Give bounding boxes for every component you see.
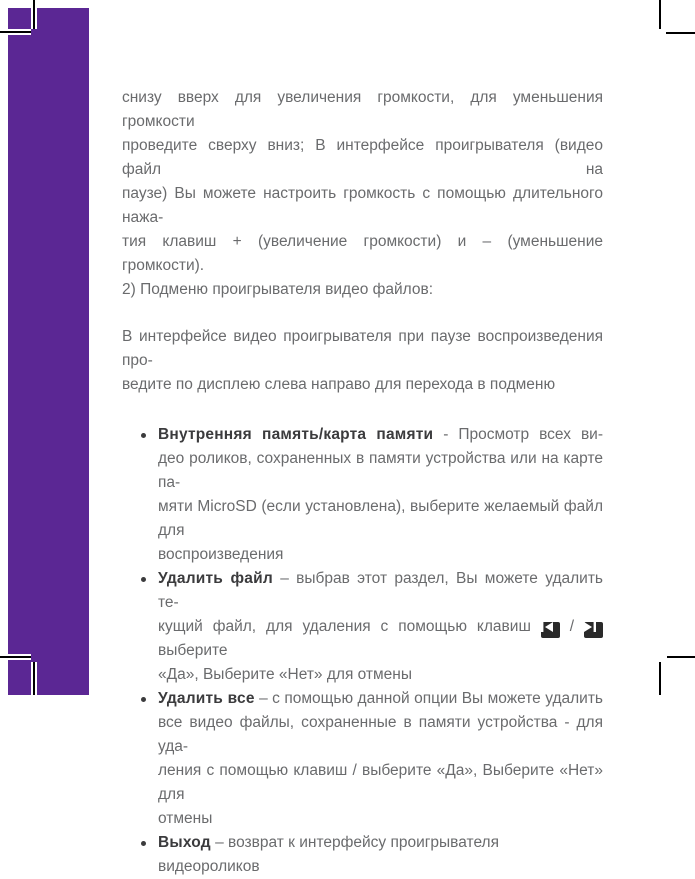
text-run: все видео файлы, сохраненные в памяти устройства - для уда-	[158, 714, 603, 755]
text-run: В интерфейсе видео проигрывателя при паузе воспроизведения про-	[122, 328, 603, 369]
bullet-icon	[141, 841, 146, 846]
text-line	[158, 447, 603, 495]
bullet-icon	[141, 697, 146, 702]
text-run: /	[559, 618, 584, 635]
text-line	[122, 373, 603, 397]
crop-mark-top-left-vertical	[33, 0, 35, 29]
text-line	[158, 423, 603, 447]
bullet-icon	[141, 577, 146, 582]
text-run: паузе) Вы можете настроить громкость с помощью длительного нажа-	[122, 185, 603, 226]
text-line	[158, 807, 603, 831]
text-run: мяти MicroSD (если установлена), выберите желаемый файл для	[158, 498, 603, 539]
text-run: – возврат к интерфейсу проигрывателя видеороликов	[158, 834, 499, 875]
text-line	[122, 230, 603, 278]
crop-mark-bottom-left-vertical	[33, 662, 35, 695]
text-run: проведите сверху вниз; В интерфейсе проигрывателя (видео файл на	[122, 137, 603, 178]
text-line	[122, 86, 603, 134]
text-run: 2) Подменю проигрывателя видео файлов:	[122, 281, 434, 298]
list-item-internal-memory	[122, 423, 603, 567]
text-line	[158, 495, 603, 543]
crop-mark-top-right-vertical	[659, 0, 661, 29]
bullet-icon	[141, 433, 146, 438]
crop-mark-bottom-left-horizontal	[0, 656, 31, 658]
content-column	[122, 86, 603, 879]
text-line	[122, 278, 603, 302]
list-item-delete-file	[122, 567, 603, 687]
text-run: тия клавиш + (увеличение громкости) и – (уменьшение громкости).	[122, 233, 603, 274]
text-run: снизу вверх для увеличения громкости, для уменьшения громкости	[122, 89, 603, 130]
crop-mark-top-right-horizontal	[666, 32, 695, 34]
list-item-delete-all	[122, 687, 603, 831]
crop-mark-bottom-right-vertical	[659, 662, 661, 695]
text-run: – выбрав этот раздел, Вы можете удалить те-	[158, 570, 603, 611]
text-line	[158, 687, 603, 711]
crop-mark-bottom-right-horizontal	[667, 656, 695, 658]
text-line	[158, 567, 603, 615]
text-line	[122, 134, 603, 182]
text-line	[122, 182, 603, 230]
purple-bleed-bar	[8, 8, 89, 695]
volume-gesture-paragraph	[122, 86, 603, 302]
list-item-title: Выход	[158, 834, 211, 851]
submenu-intro-paragraph	[122, 325, 603, 397]
submenu-options-list	[122, 423, 603, 879]
list-item-title: Удалить файл	[158, 570, 273, 587]
text-line	[158, 759, 603, 807]
text-line	[122, 325, 603, 373]
text-run: выберите	[158, 642, 228, 659]
text-run: отмены	[158, 810, 213, 827]
crop-mark-top-left-horizontal	[0, 31, 31, 33]
text-run: ведите по дисплею слева направо для перехода в подменю	[122, 376, 556, 393]
list-item-title: Внутренняя память/карта памяти	[158, 426, 434, 443]
text-run: «Да», Выберите «Нет» для отмены	[158, 666, 412, 683]
next-track-icon	[584, 622, 603, 638]
text-run: – с помощью данной опции Вы можете удалить	[254, 690, 603, 707]
text-run: део роликов, сохраненных в памяти устройства или на карте па-	[158, 450, 603, 491]
text-line	[158, 615, 603, 663]
text-line	[158, 663, 603, 687]
list-item-exit	[122, 831, 603, 879]
text-run: - Просмотр всех ви-	[433, 426, 603, 443]
list-item-title: Удалить все	[158, 690, 255, 707]
text-run: ления с помощью клавиш / выберите «Да», Выберите «Нет» для	[158, 762, 603, 803]
text-line	[158, 831, 603, 879]
text-line	[158, 543, 603, 567]
text-run: воспроизведения	[158, 546, 284, 563]
prev-track-icon	[541, 622, 560, 638]
text-line	[158, 711, 603, 759]
text-run: кущий файл, для удаления с помощью клавиш	[158, 618, 541, 635]
